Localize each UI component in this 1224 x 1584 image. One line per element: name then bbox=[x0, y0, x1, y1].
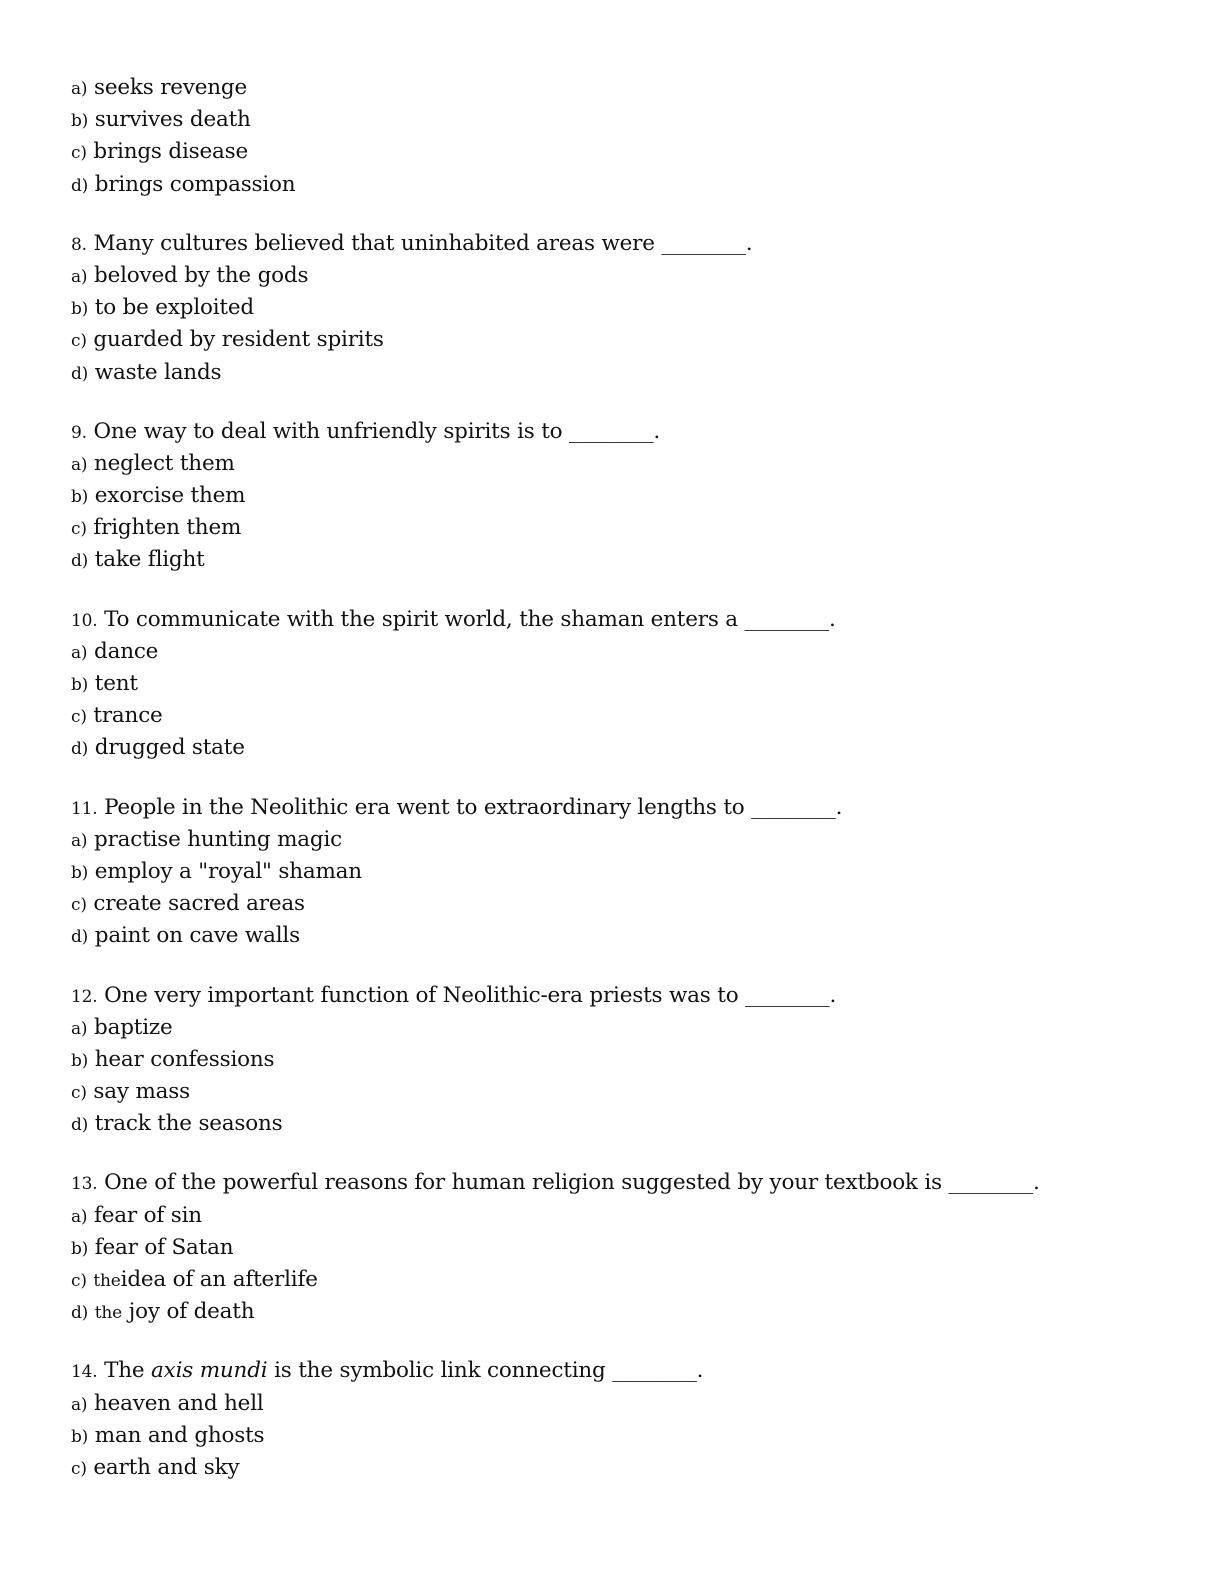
option-text: baptize bbox=[94, 1014, 173, 1040]
option-text: hear confessions bbox=[94, 1046, 275, 1072]
option-10c bbox=[71, 700, 1171, 732]
option-label: d) bbox=[71, 927, 89, 948]
question-text: One very important function of Neolithic-era priests was to ________. bbox=[104, 982, 837, 1008]
option-13d bbox=[71, 1296, 1171, 1328]
option-label: c) bbox=[71, 519, 87, 540]
option-text: earth and sky bbox=[93, 1454, 240, 1480]
question-13 bbox=[71, 1167, 1171, 1328]
option-prefix: the bbox=[93, 1271, 121, 1291]
option-8a bbox=[71, 260, 1171, 292]
option-11a bbox=[71, 824, 1171, 856]
question-number: 9. bbox=[71, 422, 87, 443]
question-number: 12. bbox=[71, 986, 98, 1007]
option-12d bbox=[71, 1108, 1171, 1140]
option-label: b) bbox=[71, 1426, 89, 1447]
quiz-page bbox=[71, 72, 1171, 1484]
question-text: One of the powerful reasons for human religion suggested by your textbook is ________. bbox=[104, 1170, 1040, 1196]
option-text: trance bbox=[93, 703, 163, 729]
option-10b bbox=[71, 668, 1171, 700]
option-7a bbox=[71, 72, 1171, 104]
question-text: One way to deal with unfriendly spirits is to ________. bbox=[93, 418, 661, 444]
option-label: b) bbox=[71, 862, 89, 883]
option-label: b) bbox=[71, 487, 89, 508]
question-text: To communicate with the spirit world, the shaman enters a ________. bbox=[104, 606, 836, 632]
question-stem bbox=[71, 1167, 1171, 1199]
option-14a bbox=[71, 1388, 1171, 1420]
option-text: to be exploited bbox=[94, 295, 254, 321]
option-9a bbox=[71, 448, 1171, 480]
option-text: frighten them bbox=[93, 515, 242, 541]
option-label: b) bbox=[71, 299, 89, 320]
option-10a bbox=[71, 636, 1171, 668]
option-text: employ a "royal" shaman bbox=[94, 858, 362, 884]
option-label: b) bbox=[71, 675, 89, 695]
question-stem bbox=[71, 980, 1171, 1012]
option-label: a) bbox=[71, 79, 88, 99]
option-7b bbox=[71, 104, 1171, 136]
option-label: d) bbox=[71, 363, 89, 384]
option-label: c) bbox=[71, 707, 87, 728]
option-14c bbox=[71, 1452, 1171, 1484]
option-prefix: the bbox=[94, 1303, 123, 1324]
option-label: b) bbox=[71, 1238, 89, 1259]
option-text: say mass bbox=[93, 1079, 190, 1105]
question-text-italic: axis mundi bbox=[151, 1358, 268, 1384]
option-label: d) bbox=[71, 739, 89, 760]
option-label: c) bbox=[71, 895, 87, 916]
question-7-options bbox=[71, 72, 1171, 201]
question-number: 13. bbox=[71, 1174, 98, 1195]
option-label: a) bbox=[71, 830, 88, 851]
option-text: take flight bbox=[94, 547, 205, 573]
option-label: d) bbox=[71, 551, 89, 572]
question-11 bbox=[71, 792, 1171, 953]
option-text: drugged state bbox=[94, 735, 245, 761]
option-12b bbox=[71, 1044, 1171, 1076]
question-stem bbox=[71, 792, 1171, 824]
question-8 bbox=[71, 228, 1171, 389]
option-label: a) bbox=[71, 1018, 88, 1039]
option-label: d) bbox=[71, 1303, 89, 1324]
option-text: beloved by the gods bbox=[94, 262, 309, 288]
option-text: brings disease bbox=[93, 139, 248, 165]
option-text: waste lands bbox=[94, 359, 222, 385]
option-14b bbox=[71, 1420, 1171, 1452]
question-stem bbox=[71, 604, 1171, 636]
option-label: d) bbox=[71, 1115, 89, 1136]
option-8d bbox=[71, 357, 1171, 389]
option-label: a) bbox=[71, 642, 88, 663]
question-10 bbox=[71, 604, 1171, 765]
option-label: a) bbox=[71, 266, 88, 287]
question-stem bbox=[71, 228, 1171, 260]
question-stem bbox=[71, 416, 1171, 448]
option-label: c) bbox=[71, 1458, 87, 1479]
option-12c bbox=[71, 1076, 1171, 1108]
question-number: 11. bbox=[71, 798, 98, 819]
question-text-after: is the symbolic link connecting ________. bbox=[274, 1358, 704, 1384]
option-text: dance bbox=[94, 638, 159, 664]
option-text: fear of Satan bbox=[94, 1234, 234, 1260]
option-13a bbox=[71, 1200, 1171, 1232]
option-text: man and ghosts bbox=[94, 1422, 265, 1448]
question-text: Many cultures believed that uninhabited areas were ________. bbox=[93, 230, 753, 256]
option-text: seeks revenge bbox=[94, 75, 247, 100]
option-label: a) bbox=[71, 1394, 88, 1415]
question-text: People in the Neolithic era went to extraordinary lengths to ________. bbox=[104, 794, 843, 820]
option-9d bbox=[71, 544, 1171, 576]
option-text: practise hunting magic bbox=[94, 826, 343, 852]
question-text-before: The bbox=[104, 1358, 145, 1384]
question-9 bbox=[71, 416, 1171, 577]
option-text: create sacred areas bbox=[93, 891, 305, 917]
option-label: c) bbox=[71, 331, 87, 352]
question-14 bbox=[71, 1355, 1171, 1484]
question-stem bbox=[71, 1355, 1171, 1387]
option-text: heaven and hell bbox=[94, 1390, 264, 1416]
option-label: c) bbox=[71, 1083, 87, 1104]
option-text: brings compassion bbox=[94, 171, 296, 197]
option-text: survives death bbox=[94, 107, 251, 133]
option-13b bbox=[71, 1232, 1171, 1264]
option-12a bbox=[71, 1012, 1171, 1044]
option-11c bbox=[71, 888, 1171, 920]
option-text: track the seasons bbox=[94, 1111, 283, 1137]
option-text: fear of sin bbox=[94, 1202, 202, 1228]
question-12 bbox=[71, 980, 1171, 1141]
option-text: guarded by resident spirits bbox=[93, 327, 384, 353]
question-number: 10. bbox=[71, 610, 98, 631]
option-9b bbox=[71, 480, 1171, 512]
question-number: 8. bbox=[71, 234, 87, 255]
option-13c bbox=[71, 1264, 1171, 1296]
question-number: 14. bbox=[71, 1362, 98, 1383]
option-label: a) bbox=[71, 1206, 88, 1227]
option-label: c) bbox=[71, 143, 87, 164]
option-label: b) bbox=[71, 1050, 89, 1071]
option-text: tent bbox=[94, 671, 138, 696]
option-text: idea of an afterlife bbox=[120, 1267, 318, 1292]
option-7d bbox=[71, 169, 1171, 201]
option-11d bbox=[71, 920, 1171, 952]
option-11b bbox=[71, 856, 1171, 888]
option-label: d) bbox=[71, 175, 89, 196]
option-label: c) bbox=[71, 1271, 87, 1291]
option-text: neglect them bbox=[94, 450, 235, 476]
option-text: paint on cave walls bbox=[94, 923, 300, 949]
option-text: exorcise them bbox=[94, 483, 246, 509]
option-10d bbox=[71, 732, 1171, 764]
option-label: b) bbox=[71, 111, 89, 132]
option-8c bbox=[71, 324, 1171, 356]
option-7c bbox=[71, 136, 1171, 168]
option-8b bbox=[71, 292, 1171, 324]
option-label: a) bbox=[71, 454, 88, 475]
option-9c bbox=[71, 512, 1171, 544]
option-text: joy of death bbox=[128, 1299, 255, 1325]
